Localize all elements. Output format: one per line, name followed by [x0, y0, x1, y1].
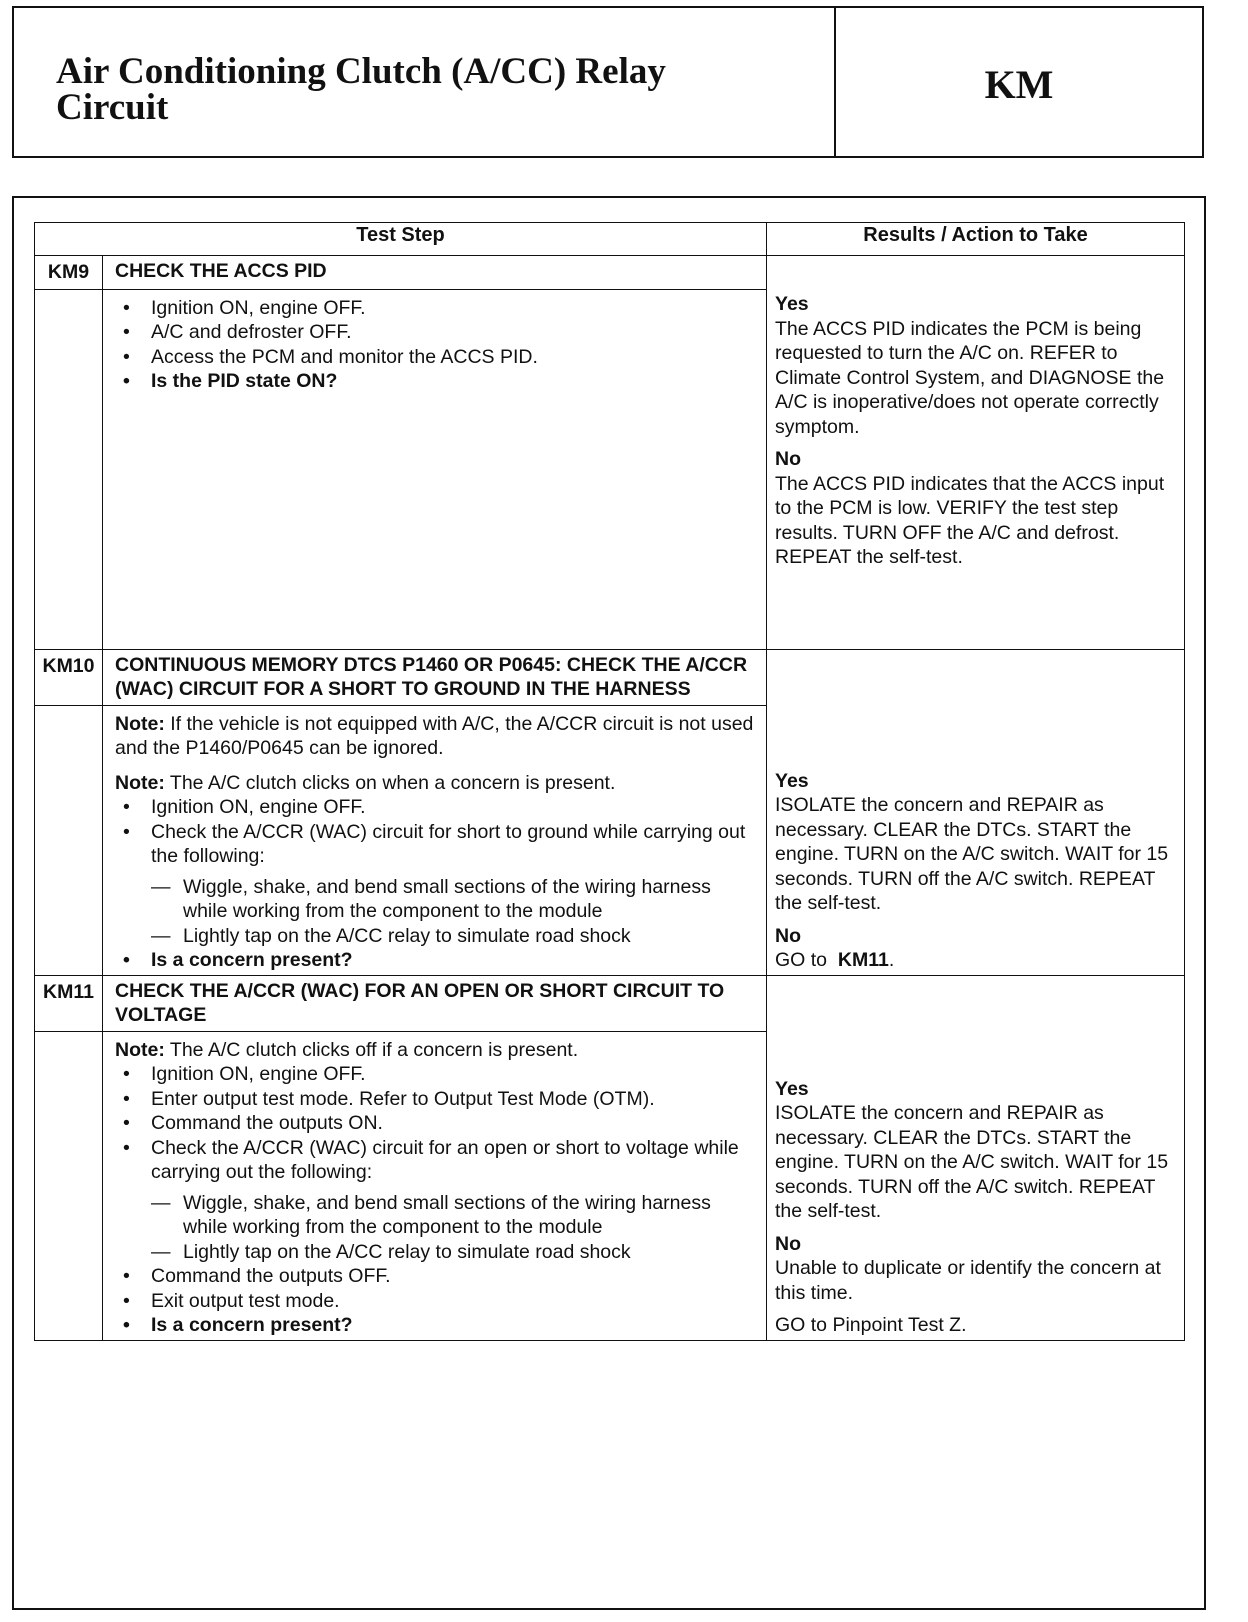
- table-row-km10-title: [35, 649, 1185, 705]
- step-body-km10: [103, 705, 767, 975]
- sub-list-km10: [115, 875, 754, 949]
- yes-text: ISOLATE the concern and REPAIR as necessary. CLEAR the DTCs. START the engine. TURN on the A/C switch. WAIT for 15 seconds. TURN off the A/C switch. REPEAT the self-test.: [775, 794, 1169, 914]
- step-title-km11: CHECK THE A/CCR (WAC) FOR AN OPEN OR SHORT CIRCUIT TO VOLTAGE: [103, 975, 767, 1031]
- list-item-text: Check the A/CCR (WAC) circuit for short to ground while carrying out the following:: [151, 820, 746, 867]
- step-note: [115, 771, 754, 796]
- sub-list-item: — Lightly tap on the A/CC relay to simulate road shock: [151, 924, 754, 949]
- result-no-km9: [775, 447, 1176, 570]
- yes-text: ISOLATE the concern and REPAIR as necessary. CLEAR the DTCs. START the engine. TURN on the A/C switch. WAIT for 15 seconds. TURN off the A/C switch. REPEAT the self-test.: [775, 1102, 1169, 1222]
- section-code: KM: [984, 61, 1054, 107]
- step-question: • Is a concern present?: [123, 948, 754, 973]
- list-item: • Exit output test mode.: [123, 1289, 754, 1314]
- step-list-km10: [115, 795, 754, 973]
- list-item: • Enter output test mode. Refer to Output Test Mode (OTM).: [123, 1087, 754, 1112]
- no-label: No: [775, 448, 802, 470]
- list-item: • Command the outputs OFF.: [123, 1264, 754, 1289]
- result-yes-km10: [775, 769, 1176, 916]
- step-title-km10: CONTINUOUS MEMORY DTCS P1460 OR P0645: CHECK THE A/CCR (WAC) CIRCUIT FOR A SHORT TO GROUND IN THE HARNESS: [103, 649, 767, 705]
- no-goto: GO to Pinpoint Test Z.: [775, 1314, 967, 1336]
- test-step-table: [34, 222, 1185, 1341]
- yes-label: Yes: [775, 293, 809, 315]
- list-item: • Ignition ON, engine OFF.: [123, 296, 754, 321]
- table-header-row: [35, 223, 1185, 256]
- sub-list-item: — Lightly tap on the A/CC relay to simulate road shock: [151, 1240, 754, 1265]
- yes-label: Yes: [775, 1077, 809, 1100]
- page-header: [12, 6, 1204, 158]
- no-goto: [775, 948, 1176, 973]
- note-text: The A/C clutch clicks on when a concern is present.: [169, 771, 616, 794]
- step-question: • Is a concern present?: [123, 1313, 754, 1338]
- step-id-spacer: [35, 705, 103, 975]
- yes-label: Yes: [775, 769, 809, 792]
- column-header-test-step: Test Step: [35, 223, 767, 256]
- yes-text: The ACCS PID indicates the PCM is being requested to turn the A/C on. REFER to Climate Control System, and DIAGNOSE the A/C is inoperative/does not operate correctly symptom.: [775, 317, 1165, 438]
- note-text: The A/C clutch clicks off if a concern is present.: [169, 1038, 579, 1061]
- result-yes-km11: [775, 1077, 1176, 1224]
- page-title-line-1: Air Conditioning Clutch (A/CC) Relay: [56, 51, 666, 92]
- step-body-km9: [103, 289, 767, 649]
- results-km11: [767, 975, 1185, 1340]
- no-label: No: [775, 1232, 802, 1255]
- step-list-km9: [115, 296, 754, 394]
- list-item: • Ignition ON, engine OFF.: [123, 795, 754, 820]
- step-id-km11: KM11: [35, 975, 103, 1031]
- no-label: No: [775, 924, 802, 947]
- step-id-km10: KM10: [35, 649, 103, 705]
- step-note: [115, 712, 754, 761]
- result-yes-km9: [775, 292, 1176, 439]
- step-note: [115, 1038, 754, 1063]
- results-km10: [767, 649, 1185, 975]
- goto-target-km11[interactable]: KM11: [837, 949, 889, 971]
- step-id-km9: KM9: [35, 256, 103, 290]
- step-body-km11: [103, 1031, 767, 1340]
- table-row-km9-title: [35, 256, 1185, 290]
- list-item: • Command the outputs ON.: [123, 1111, 754, 1136]
- sub-list-item: — Wiggle, shake, and bend small sections of the wiring harness while working from the component to the module: [151, 1191, 754, 1240]
- list-item: • A/C and defroster OFF.: [123, 320, 754, 345]
- goto-text: GO to: [775, 949, 828, 971]
- results-km9: [767, 256, 1185, 650]
- list-item: • Access the PCM and monitor the ACCS PID.: [123, 345, 754, 370]
- step-title-km9: CHECK THE ACCS PID: [103, 256, 767, 290]
- note-label: Note:: [115, 712, 165, 735]
- no-text: Unable to duplicate or identify the concern at this time.: [775, 1257, 1161, 1304]
- step-id-spacer: [35, 289, 103, 649]
- result-no-km11: [775, 1232, 1176, 1338]
- sub-list-item: — Wiggle, shake, and bend small sections of the wiring harness while working from the component to the module: [151, 875, 754, 924]
- list-item: • Ignition ON, engine OFF.: [123, 1062, 754, 1087]
- page-title: [14, 8, 836, 156]
- no-text: The ACCS PID indicates that the ACCS input to the PCM is low. VERIFY the test step results. TURN OFF the A/C and defrost. REPEAT the self-test.: [775, 472, 1165, 568]
- step-list-km11: [115, 1062, 754, 1338]
- note-label: Note:: [115, 771, 165, 794]
- goto-period: .: [888, 949, 895, 971]
- table-row-km11-title: [35, 975, 1185, 1031]
- page-title-line-2: Circuit: [56, 87, 169, 128]
- sub-list-km11: [115, 1191, 754, 1265]
- note-label: Note:: [115, 1038, 165, 1061]
- result-no-km10: [775, 924, 1176, 973]
- step-question: • Is the PID state ON?: [123, 369, 754, 394]
- note-text: If the vehicle is not equipped with A/C, the A/CCR circuit is not used and the P1460/P0645 can be ignored.: [115, 712, 754, 759]
- list-item: [123, 1136, 754, 1265]
- list-item-text: Check the A/CCR (WAC) circuit for an open or short to voltage while carrying out the following:: [151, 1136, 739, 1183]
- list-item: [123, 820, 754, 949]
- step-id-spacer: [35, 1031, 103, 1340]
- column-header-results: Results / Action to Take: [767, 223, 1185, 256]
